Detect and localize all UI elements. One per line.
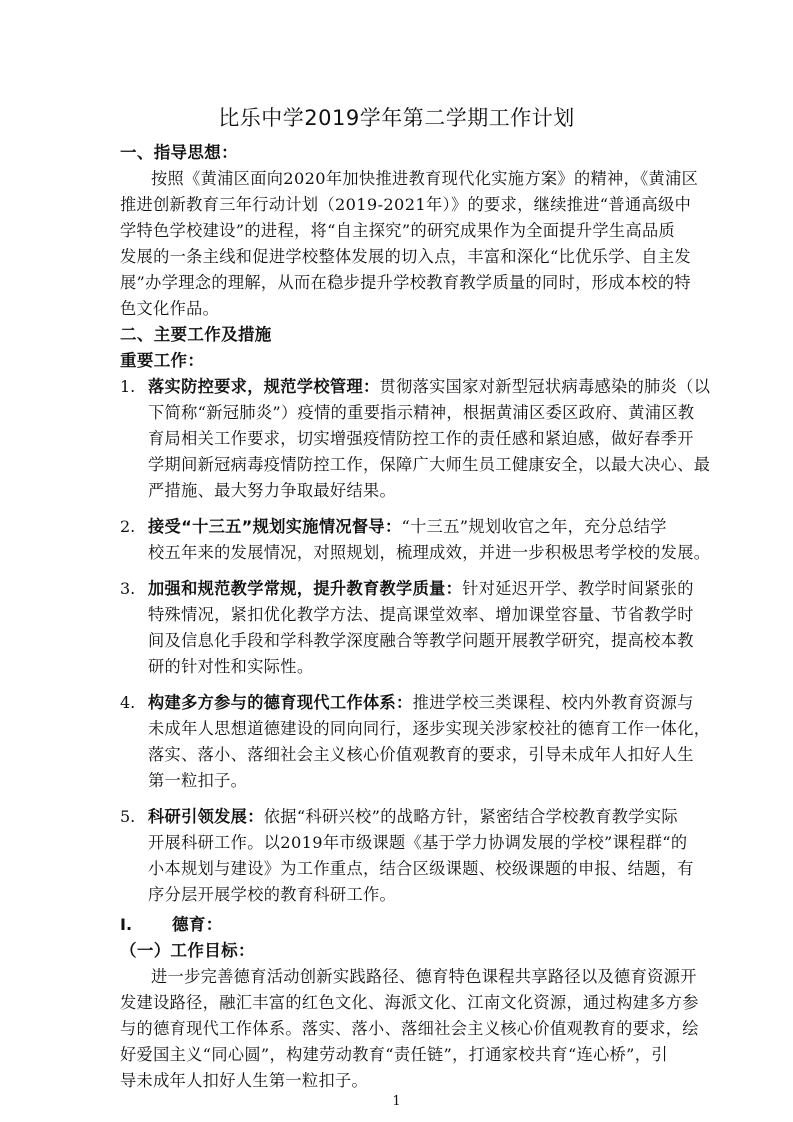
list-item: [148, 576, 708, 602]
list-item-line: 研的针对性和实际性。: [148, 657, 314, 676]
list-item-line: 未成年人思想道德建设的同向同行，逐步实现关涉家校社的德育工作一体化，: [148, 719, 711, 738]
list-item-number: 4.: [120, 693, 136, 712]
list-item-line: 小本规划与建设》为工作重点，结合区级课题、校级课题的申报、结题，有: [148, 859, 694, 878]
paragraph-line: 展”办学理念的理解，从而在稳步提升学校教育教学质量的同时，形成本校的特: [120, 273, 691, 292]
list-item-text: 依据“科研兴校”的战略方针，紧密结合学校教育教学实际: [263, 807, 678, 826]
subheading-work-goals: （一）工作目标：: [120, 941, 255, 960]
list-item-number: 3.: [120, 579, 136, 598]
list-item: [148, 804, 708, 830]
list-item-line: 育局相关工作要求，切实增强疫情防控工作的责任感和紧迫感，做好春季开: [148, 429, 694, 448]
list-item: [148, 514, 708, 540]
paragraph-line: 发建设路径，融汇丰富的红色文化、海派文化、江南文化资源，通过构建多方参: [120, 993, 699, 1012]
list-item-line: 校五年来的发展情况，对照规划，梳理成效，并进一步积极思考学校的发展。: [148, 543, 711, 562]
paragraph-line: 推进创新教育三年行动计划（2019-2021年）》的要求，继续推进“普通高级中: [120, 195, 692, 214]
page-number: 1: [392, 1094, 401, 1109]
paragraph-line: 发展的一条主线和促进学校整体发展的切入点，丰富和深化“比优乐学、自主发: [120, 247, 691, 266]
list-item-bold-lead: 落实防控要求，规范学校管理：: [148, 377, 380, 396]
list-item-line: 特殊情况，紧扣优化教学方法、提高课堂效率、增加课堂容量、节省教学时: [148, 605, 694, 624]
list-item-text: 贯彻落实国家对新型冠状病毒感染的肺炎（以: [379, 377, 711, 396]
section-number: I.: [120, 915, 133, 934]
page-title: 比乐中学2019学年第二学期工作计划: [218, 106, 575, 130]
paragraph-line: 学特色学校建设”的进程，将“自主探究”的研究成果作为全面提升学生高品质: [120, 221, 676, 240]
section-heading-main-work: 二、主要工作及措施: [120, 325, 272, 344]
section-heading-moral-education: 德育：: [172, 915, 223, 934]
section-heading-guiding-ideology: 一、指导思想：: [120, 143, 238, 162]
list-item-line: 落实、落小、落细社会主义核心价值观教育的要求，引导未成年人扣好人生: [148, 745, 694, 764]
list-item-text: 推进学校三类课程、校内外教育资源与: [412, 693, 694, 712]
list-item-line: 间及信息化手段和学科教学深度融合等教学问题开展教学研究，提高校本教: [148, 631, 694, 650]
list-item: [148, 690, 708, 716]
list-item-line: 序分层开展学校的教育科研工作。: [148, 885, 397, 904]
paragraph-line: 与的德育现代工作体系。落实、落小、落细社会主义核心价值观教育的要求，绘: [120, 1019, 699, 1038]
list-item-line: 开展科研工作。以2019年市级课题《基于学力协调发展的学校”课程群“的: [148, 833, 688, 852]
list-item: [148, 374, 711, 400]
list-item-bold-lead: 科研引领发展：: [148, 807, 264, 826]
list-item-line: 严措施、最大努力争取最好结果。: [148, 481, 397, 500]
paragraph-line: 色文化作品。: [120, 299, 220, 318]
list-item-number: 5.: [120, 807, 136, 826]
paragraph-line: 导未成年人扣好人生第一粒扣子。: [120, 1071, 369, 1090]
list-item-line: 第一粒扣子。: [148, 771, 248, 790]
list-item-text: “十三五”规划收官之年，充分总结学: [401, 517, 667, 536]
list-item-bold-lead: 接受“十三五”规划实施情况督导：: [148, 517, 402, 536]
list-item-text: 针对延迟开学、教学时间紧张的: [462, 579, 694, 598]
list-item-line: 下简称“新冠肺炎”）疫情的重要指示精神，根据黄浦区委区政府、黄浦区教: [148, 403, 695, 422]
subheading-key-work: 重要工作：: [120, 351, 205, 370]
paragraph-line: 进一步完善德育活动创新实践路径、德育特色课程共享路径以及德育资源开: [151, 967, 697, 986]
list-item-bold-lead: 构建多方参与的德育现代工作体系：: [148, 693, 413, 712]
list-item-number: 1.: [120, 377, 136, 396]
list-item-number: 2.: [120, 517, 136, 536]
paragraph-line: 好爱国主义“同心圆”，构建劳动教育“责任链”，打通家校共育“连心桥”，引: [120, 1045, 668, 1064]
list-item-line: 学期间新冠病毒疫情防控工作，保障广大师生员工健康安全，以最大决心、最: [148, 455, 711, 474]
paragraph-line: 按照《黄浦区面向2020年加快推进教育现代化实施方案》的精神，《黄浦区: [151, 169, 699, 188]
list-item-bold-lead: 加强和规范教学常规，提升教育教学质量：: [148, 579, 463, 598]
